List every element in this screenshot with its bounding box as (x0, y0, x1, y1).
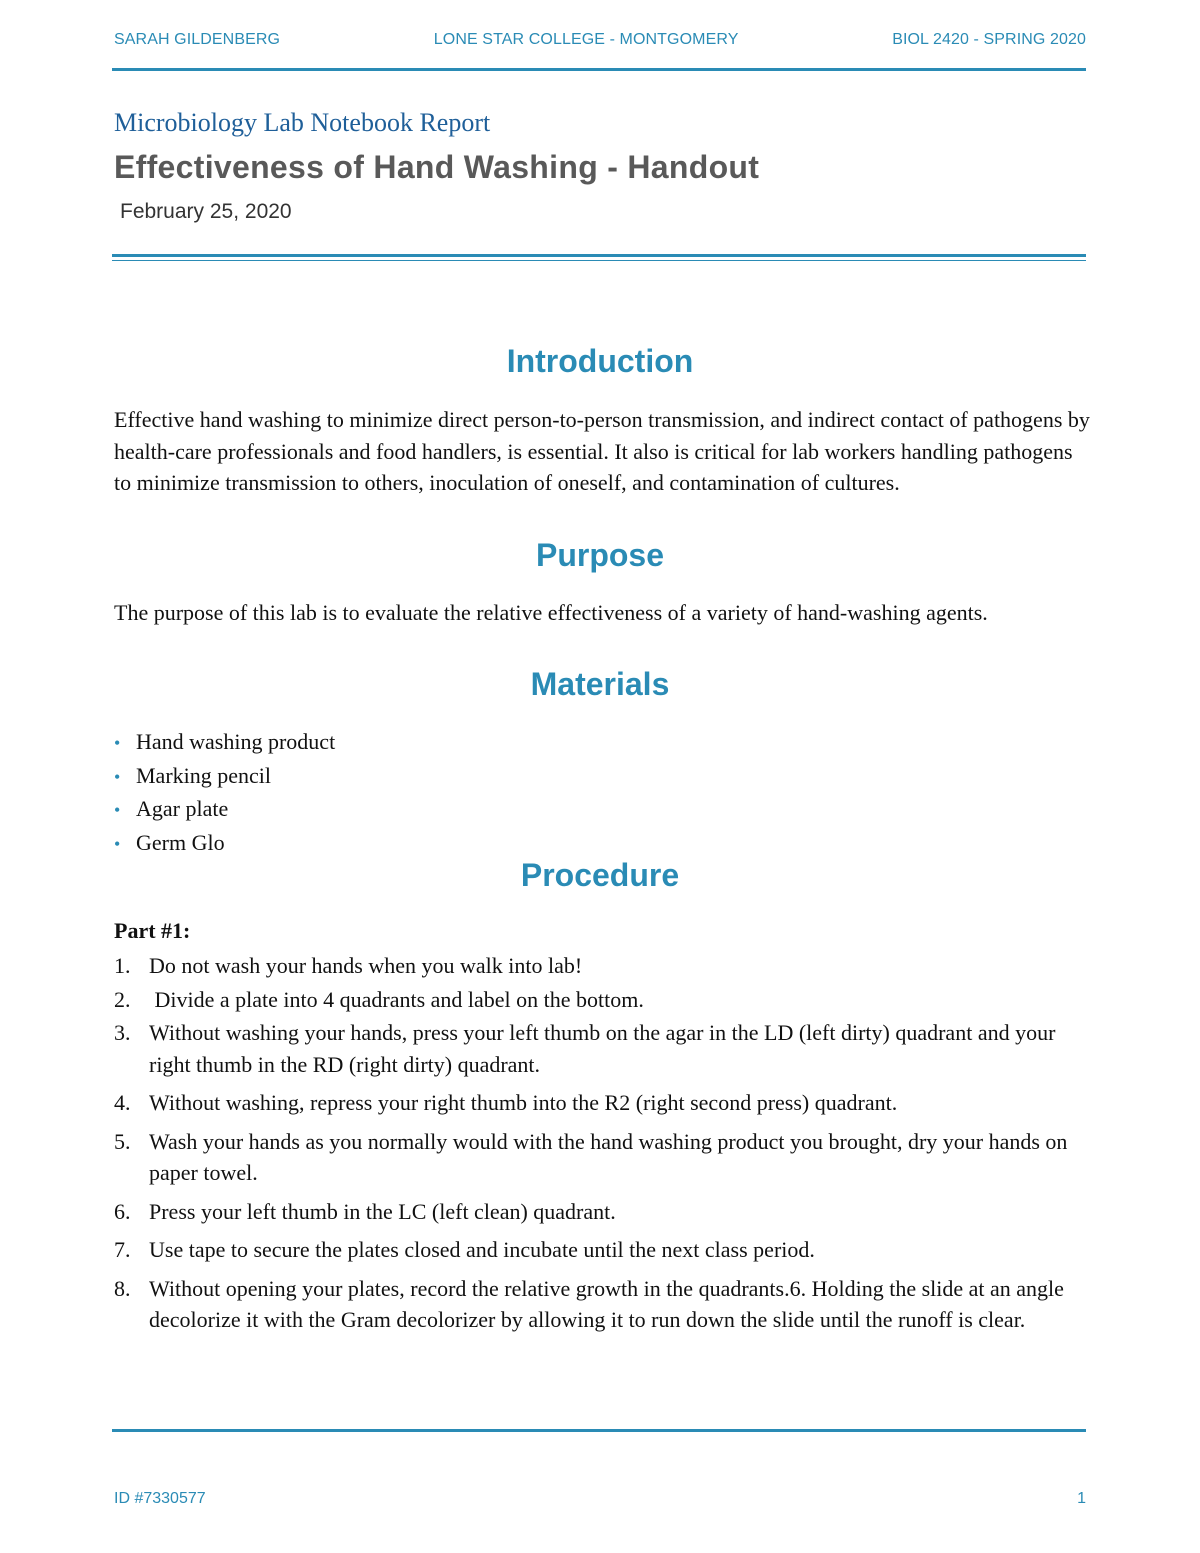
list-item (114, 726, 335, 760)
bullet-icon: • (114, 800, 121, 820)
list-item (114, 1126, 1074, 1189)
step-number: 2. (114, 986, 131, 1012)
step-number: 4. (114, 1090, 131, 1115)
footer-document-id: ID #7330577 (114, 1490, 206, 1507)
step-number: 6. (114, 1198, 131, 1224)
list-item (114, 1087, 1074, 1119)
introduction-heading: Introduction (506, 343, 694, 379)
material-label: Germ Glo (136, 829, 225, 855)
list-item (114, 984, 1074, 1016)
procedure-part-label: Part #1: (114, 918, 191, 943)
step-text: Divide a plate into 4 quadrants and label on the bottom. (149, 986, 644, 1012)
material-label: Hand washing product (136, 729, 336, 754)
document-title: Effectiveness of Hand Washing - Handout (114, 149, 760, 185)
material-label: Marking pencil (136, 762, 272, 788)
step-text: Without opening your plates, record the relative growth in the quadrants.6. Holding the slide at an angle decolorize it with the Gram decolorizer by allowing it to run down the slide until the runoff is clear. (149, 1275, 1064, 1332)
header-institution: LONE STAR COLLEGE - MONTGOMERY (433, 31, 739, 48)
list-item (114, 1273, 1074, 1336)
step-number: 7. (114, 1237, 131, 1262)
step-number: 1. (114, 953, 131, 978)
step-number: 8. (114, 1275, 131, 1301)
footer-divider (112, 1429, 1086, 1432)
footer-page-number: 1 (1077, 1490, 1086, 1507)
bullet-icon: • (114, 833, 121, 854)
step-text: Without washing, repress your right thumb into the R2 (right second press) quadrant. (149, 1090, 898, 1115)
bullet-icon: • (114, 733, 121, 753)
step-text: Wash your hands as you normally would with the hand washing product you brought, dry your hands on paper towel. (149, 1128, 1068, 1185)
page-header (114, 28, 1086, 52)
procedure-steps (114, 950, 1074, 1343)
list-item (114, 1017, 1074, 1080)
material-label: Agar plate (136, 796, 229, 821)
bullet-icon: • (114, 766, 121, 787)
introduction-text: Effective hand washing to minimize direct person-to-person transmission, and indirect contact of pathogens by health-care professionals and food handlers, is essential. It also is critical for lab workers handling pathogens to minimize transmission to others, inoculation of oneself, and contamination of cultures. (114, 407, 1090, 495)
list-item (114, 950, 1074, 982)
purpose-heading: Purpose (535, 537, 665, 573)
list-item (114, 1234, 1074, 1266)
step-number: 5. (114, 1128, 131, 1154)
list-item (114, 1196, 1074, 1228)
materials-heading: Materials (530, 666, 670, 702)
step-number: 3. (114, 1020, 131, 1045)
header-course: BIOL 2420 - SPRING 2020 (892, 31, 1086, 48)
step-text: Do not wash your hands when you walk into lab! (149, 953, 583, 978)
procedure-heading: Procedure (520, 857, 680, 893)
step-text: Without washing your hands, press your left thumb on the agar in the LD (left dirty) quadrant and your right thumb in the RD (right dirty) quadrant. (149, 1020, 1056, 1077)
document-date: February 25, 2020 (120, 200, 292, 223)
list-item (114, 793, 335, 827)
title-divider (112, 254, 1086, 261)
purpose-text: The purpose of this lab is to evaluate the relative effectiveness of a variety of hand-washing agents. (114, 600, 988, 625)
header-divider (112, 68, 1086, 71)
header-author: SARAH GILDENBERG (114, 31, 281, 48)
list-item (114, 760, 335, 794)
document-subtitle: Microbiology Lab Notebook Report (114, 108, 491, 137)
list-item (114, 827, 335, 861)
step-text: Use tape to secure the plates closed and incubate until the next class period. (149, 1237, 815, 1262)
materials-list (114, 726, 335, 860)
step-text: Press your left thumb in the LC (left clean) quadrant. (149, 1198, 616, 1224)
